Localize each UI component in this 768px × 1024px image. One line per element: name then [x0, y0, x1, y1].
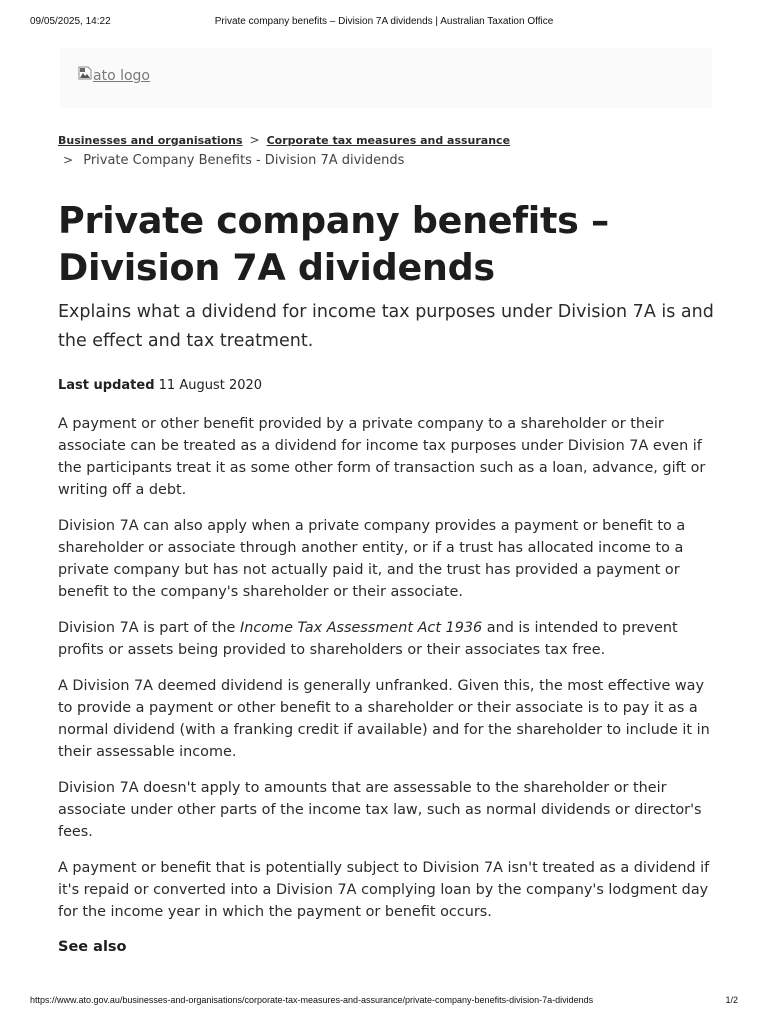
print-page-title: Private company benefits – Division 7A dividends | Australian Taxation Office [214, 16, 554, 27]
see-also-heading: See also [58, 939, 127, 955]
act-title: Income Tax Assessment Act 1936 [239, 620, 483, 636]
body-paragraph: Division 7A can also apply when a private company provides a payment or benefit to a shareholder or associate through another entity, or if a trust has allocated income to a private company but has not actually paid it, and the trust has provided a payment or benefit to the company's shareholder or their associate. [58, 518, 686, 600]
breadcrumb-separator: > [249, 133, 260, 147]
breadcrumb [58, 132, 728, 168]
site-header [60, 48, 712, 108]
paragraph-text: Division 7A is part of the [58, 620, 240, 636]
page-summary: Explains what a dividend for income tax purposes under Division 7A is and the effect and tax treatment. [58, 302, 714, 351]
paragraph-text: and is intended to prevent profits or assets being provided to shareholders or their associates tax free. [58, 620, 678, 658]
last-updated-date: 11 August 2020 [158, 378, 263, 393]
body-paragraph: A payment or benefit that is potentially subject to Division 7A isn't treated as a dividend if it's repaid or converted into a Division 7A complying loan by the company's lodgment day for the income year in which the payment or benefit occurs. [58, 860, 710, 920]
broken-image-icon [78, 66, 92, 80]
breadcrumb-link-businesses[interactable]: Businesses and organisations [58, 133, 243, 147]
body-paragraph: A Division 7A deemed dividend is generally unfranked. Given this, the most effective way to provide a payment or other benefit to a shareholder or their associate is to pay it as a normal dividend (with a franking credit if available) and for the shareholder to include it in their assessable income. [58, 678, 710, 760]
last-updated-label: Last updated [58, 378, 155, 393]
body-paragraph: Division 7A doesn't apply to amounts that are assessable to the shareholder or their associate under other parts of the income tax law, such as normal dividends or director's fees. [58, 780, 702, 840]
body-paragraph [58, 617, 718, 661]
print-datetime: 09/05/2025, 14:22 [30, 16, 111, 27]
main-content [58, 413, 718, 955]
ato-logo-link[interactable] [78, 68, 150, 84]
breadcrumb-current: Private Company Benefits - Division 7A dividends [83, 153, 405, 168]
page-title: Private company benefits – Division 7A dividends [58, 199, 609, 289]
breadcrumb-link-corporate-tax[interactable]: Corporate tax measures and assurance [266, 133, 511, 147]
print-url: https://www.ato.gov.au/businesses-and-organisations/corporate-tax-measures-and-assurance/private-company-benefits-division-7a-dividends [30, 995, 594, 1005]
last-updated [58, 378, 262, 393]
logo-alt-text: ato logo [93, 68, 150, 84]
body-paragraph: A payment or other benefit provided by a private company to a shareholder or their associate can be treated as a dividend for income tax purposes under Division 7A even if the participants treat it as some other form of transaction such as a loan, advance, gift or writing off a debt. [58, 416, 706, 498]
breadcrumb-separator: > [63, 153, 74, 167]
print-page-number: 1/2 [725, 995, 738, 1005]
